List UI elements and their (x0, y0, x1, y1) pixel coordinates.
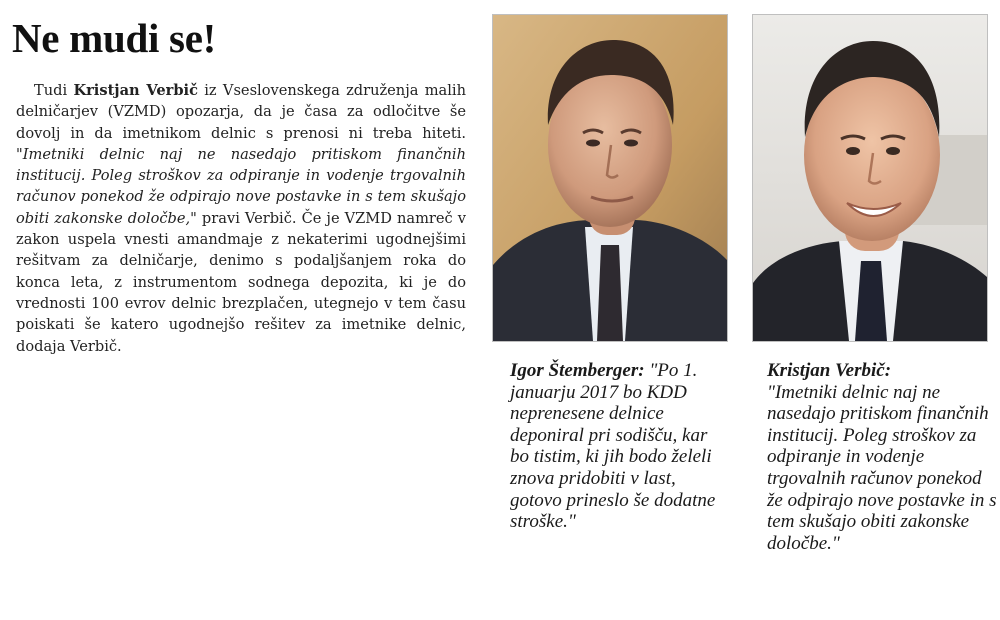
article-paragraph (16, 80, 466, 357)
caption-kristjan-verbic (767, 360, 997, 554)
headline: Ne mudi se! (12, 15, 216, 61)
portrait-kristjan-verbic (752, 14, 988, 342)
article-text-1: iz Vseslovenskega združenja malih delničarjev (VZMD) opozarja, da je časa za odločitve še dovolj in da imetnikom delnic s prenosi ni treba hiteti. (16, 82, 466, 142)
article-text-2: pravi Verbič. Če je VZMD namreč v zakon uspela vnesti amandmaje z nekaterimi ugodnejšimi rešitvam za delničarje, denimo s podaljšanjem roka do konca leta, z instrumentom sodnega depozita, ki je do vrednosti 100 evrov delnic brezplačen, utegnejo v tem času poiskati še katero ugodnejšo rešitev za imetnike delnic, dodaja Verbič. (16, 209, 467, 355)
caption-name: Igor Štemberger: (510, 360, 645, 381)
portrait-image (753, 15, 987, 341)
article-quote: "Imetniki delnic naj ne nasedajo pritiskom finančnih institucij. Poleg stroškov za odpiranje in vodenje trgovalnih računov ponekod že odpirajo nove postavke in s tem skušajo obiti zakonske določbe," (16, 145, 466, 227)
portrait-image (493, 15, 727, 341)
portrait-igor-stemberger (492, 14, 728, 342)
caption-igor-stemberger (510, 360, 728, 533)
article-person-name: Kristjan Verbič (73, 82, 198, 99)
article-intro: Tudi (34, 82, 74, 99)
caption-quote: "Po 1. januarju 2017 bo KDD neprenesene delnice deponiral pri sodišču, kar bo tistim, ki jih bodo želeli znova pridobiti v last, gotovo prineslo še dodatne stroške." (510, 360, 716, 533)
caption-name: Kristjan Verbič: (767, 360, 892, 381)
caption-quote: "Imetniki delnic naj ne nasedajo pritiskom finančnih institucij. Poleg stroškov za odpiranje in vodenje trgovalnih računov ponekod že odpirajo nove postavke in s tem skušajo obiti zakonske določbe." (767, 381, 997, 554)
article-body (16, 80, 466, 357)
